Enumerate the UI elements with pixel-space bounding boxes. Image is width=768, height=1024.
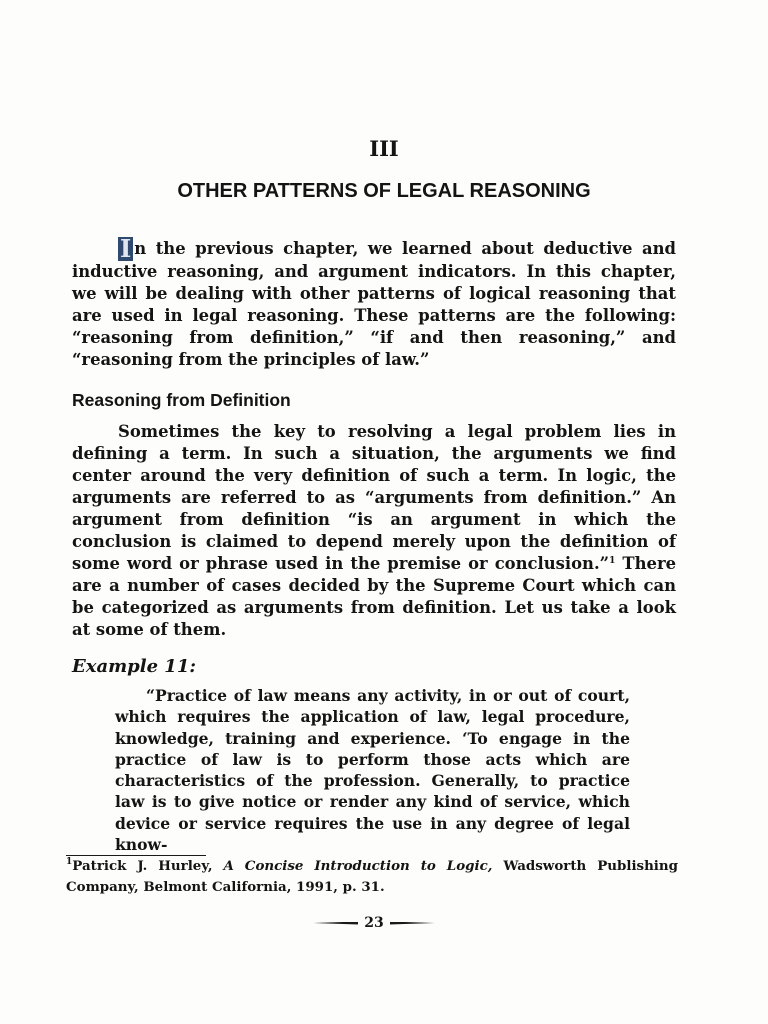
chapter-number: III xyxy=(369,136,399,161)
page-number: 23 xyxy=(364,915,384,931)
page-number-ornament-left xyxy=(313,922,358,925)
section-heading: Reasoning from Definition xyxy=(72,390,291,410)
page-number-block xyxy=(304,913,444,933)
example-quote xyxy=(115,685,630,855)
footnote-number: 1 xyxy=(66,857,73,867)
footnote xyxy=(66,856,678,898)
footnote-ref: 1 xyxy=(609,556,616,566)
intro-text: n the previous chapter, we learned about deductive and inductive reasoning, and argument indicators. In this chapter, we will be dealing with other patterns of logical reasoning that are used in legal reasoning. These patterns are the following: “reasoning from definition,” “if and then reasoning,” and “reasoning from the principles of law.” xyxy=(72,239,676,369)
chapter-title: OTHER PATTERNS OF LEGAL REASONING xyxy=(177,180,591,202)
example-label: Example 11: xyxy=(72,656,196,677)
footnote-author: Patrick J. Hurley, xyxy=(72,858,224,874)
section-paragraph xyxy=(72,421,676,641)
section-text-part1: Sometimes the key to resolving a legal problem lies in defining a term. In such a situation, the arguments we find center around the very definition of such a term. In logic, the arguments are referred to as “arguments from definition.” An argument from definition “is an argument in which the conclusion is claimed to depend merely upon the definition of some word or phrase used in the premise or conclusion.” xyxy=(72,422,676,573)
footnote-book-title: A Concise Introduction to Logic, xyxy=(223,858,493,874)
example-quote-text: “Practice of law means any activity, in or out of court, which requires the application of law, legal procedure, knowledge, training and experience. ‘To engage in the practice of law is to perform those acts which are characteristics of the profession. Generally, to practice law is to give notice or render any kind of service, which device or service requires the use in any degree of legal know- xyxy=(115,686,630,855)
page-number-ornament-right xyxy=(390,922,435,925)
drop-cap: I xyxy=(120,234,132,263)
intro-paragraph xyxy=(72,234,676,371)
footnote-publisher: Wadsworth Publishing Company, Belmont California, 1991, p. 31. xyxy=(66,858,678,895)
section-text-part2: There are a number of cases decided by the Supreme Court which can be categorized as arguments from definition. Let us take a look at some of them. xyxy=(72,554,677,639)
